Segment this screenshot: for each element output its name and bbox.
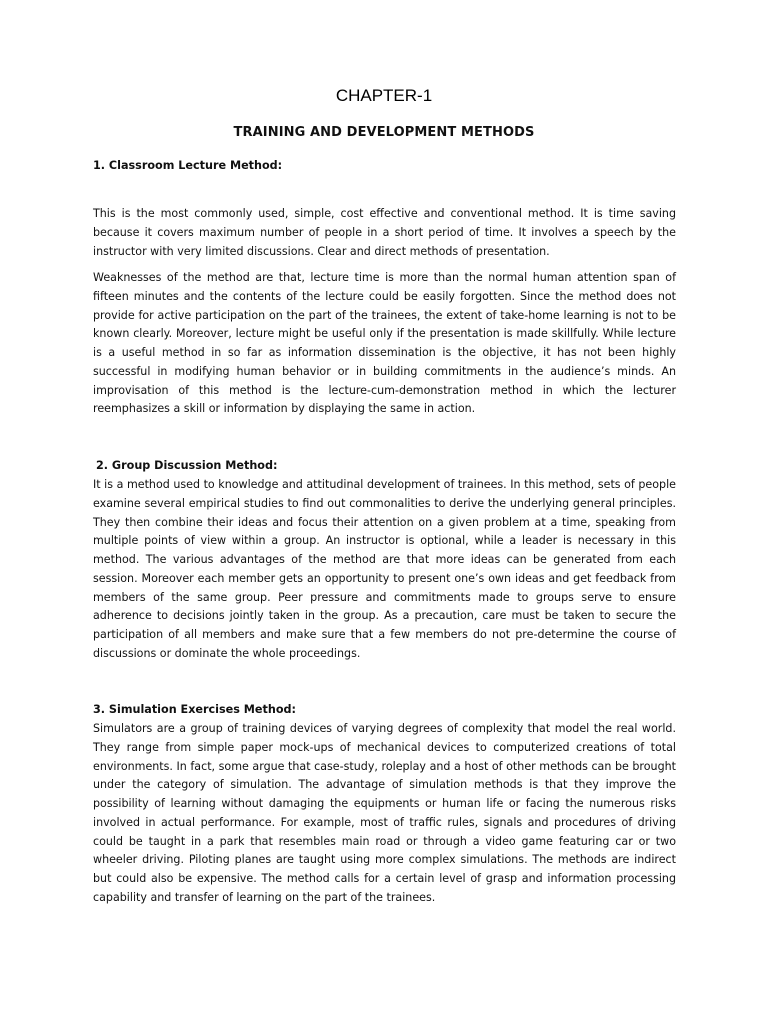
- paragraph-group-discussion: It is a method used to knowledge and attitudinal development of trainees. In this method, sets of people examine several empirical studies to find out commonalities to derive the underlying general principles. They then combine their ideas and focus their attention on a given problem at a time, speaking from multiple points of view within a group. An instructor is optional, while a leader is necessary in this method. The various advantages of the method are that more ideas can be generated from each session. Moreover each member gets an opportunity to present one’s own ideas and get feedback from members of the same group. Peer pressure and commitments made to groups serve to ensure adherence to decisions jointly taken in the group. As a precaution, care must be taken to secure the participation of all members and make sure that a few members do not pre-determine the course of discussions or dominate the whole proceedings.: [93, 478, 676, 660]
- document-title: TRAINING AND DEVELOPMENT METHODS: [233, 125, 535, 140]
- section-heading-group-discussion: 2. Group Discussion Method:: [96, 459, 278, 472]
- section-heading-classroom-lecture: 1. Classroom Lecture Method:: [93, 159, 283, 172]
- section-heading-simulation-exercises: 3. Simulation Exercises Method:: [93, 703, 296, 716]
- paragraph-simulation-exercises: Simulators are a group of training devices of varying degrees of complexity that model the real world. They range from simple paper mock-ups of mechanical devices to computerized creations of total environments. In fact, some argue that case-study, roleplay and a host of other methods can be brought under the category of simulation. The advantage of simulation methods is that they improve the possibility of learning without damaging the equipments or human life or facing the numerous risks involved in actual performance. For example, most of traffic rules, signals and procedures of driving could be taught in a park that resembles main road or through a video game featuring car or two wheeler driving. Piloting planes are taught using more complex simulations. The methods are indirect but could also be expensive. The method calls for a certain level of grasp and information processing capability and transfer of learning on the part of the trainees.: [93, 722, 676, 904]
- chapter-label: CHAPTER-1: [335, 86, 433, 105]
- paragraph-classroom-lecture-intro: This is the most commonly used, simple, cost effective and conventional method. It is time saving because it covers maximum number of people in a short period of time. It involves a speech by the instructor with very limited discussions. Clear and direct methods of presentation.: [93, 207, 676, 258]
- paragraph-classroom-lecture-weaknesses: Weaknesses of the method are that, lecture time is more than the normal human attention span of fifteen minutes and the contents of the lecture could be easily forgotten. Since the method does not provide for active participation on the part of the trainees, the extent of take-home learning is not to be known clearly. Moreover, lecture might be useful only if the presentation is made skillfully. While lecture is a useful method in so far as information dissemination is the objective, it has not been highly successful in modifying human behavior or in building commitments in the audience’s minds. An improvisation of this method is the lecture-cum-demonstration method in which the lecturer reemphasizes a skill or information by displaying the same in action.: [93, 271, 676, 416]
